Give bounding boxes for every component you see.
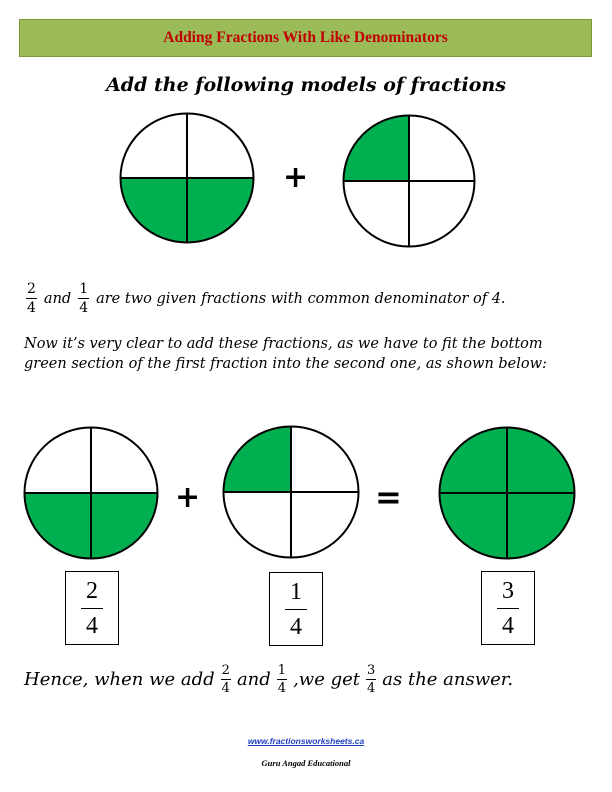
intro-fraction-a: $\frac{2}{4}$	[27, 281, 36, 316]
shaded-quarter-bottom-right	[187, 178, 254, 243]
explanation-line-1: Now it’s very clear to add these fractions, as we have to fit the bottom	[24, 336, 543, 352]
explanation-line-2: green section of the first fraction into the second one, as shown below:	[24, 356, 547, 372]
page-title: Adding Fractions With Like Denominators	[163, 29, 448, 46]
shaded-quarter-top-left	[440, 428, 508, 494]
shaded-quarter-bottom-left	[25, 493, 92, 559]
conclusion-part4: as the answer.	[382, 669, 514, 690]
organization-name: Guru Angad Educational	[261, 758, 351, 768]
shaded-quarter-bottom-right	[91, 493, 158, 559]
fraction-circle-bottom-3	[438, 426, 576, 560]
subtitle: Add the following models of fractions	[106, 74, 506, 96]
plus-sign-top: +	[283, 160, 309, 195]
shaded-quarter-top-left	[224, 427, 292, 493]
intro-fraction-b: $\frac{1}{4}$	[79, 281, 89, 316]
plus-sign-bottom: +	[175, 480, 201, 515]
fraction-circle-top-1	[119, 112, 255, 244]
conclusion-fraction-b: $\frac{1}{4}$	[277, 663, 287, 696]
conclusion-part1: Hence, when we add	[24, 669, 215, 690]
shaded-quarter-bottom-left	[121, 178, 188, 243]
conclusion-part2: and	[236, 669, 271, 690]
intro-rest: are two given fractions with common denominator of 4.	[96, 290, 506, 307]
fraction-circle-bottom-2	[222, 425, 360, 559]
shaded-quarter-bottom-right	[507, 493, 575, 559]
conclusion-part3: ,we get	[293, 669, 360, 690]
title-banner	[19, 19, 592, 57]
equals-sign: =	[375, 478, 402, 516]
intro-and: and	[43, 290, 72, 307]
conclusion-fraction-a: $\frac{2}{4}$	[221, 663, 230, 696]
fraction-circle-bottom-1	[23, 426, 159, 560]
conclusion-fraction-c: $\frac{3}{4}$	[367, 663, 376, 696]
shaded-quarter-bottom-left	[440, 493, 508, 559]
website-link[interactable]: www.fractionsworksheets.ca	[247, 736, 365, 746]
fraction-label-box-3: $\frac{3}{4}$	[481, 571, 535, 645]
conclusion-line	[24, 664, 513, 695]
intro-line	[24, 282, 506, 315]
shaded-quarter-top-right	[507, 428, 575, 494]
fraction-label-box-2: $\frac{1}{4}$	[269, 572, 323, 646]
fraction-label-box-1: $\frac{2}{4}$	[65, 571, 119, 645]
fraction-circle-top-2	[342, 114, 476, 248]
